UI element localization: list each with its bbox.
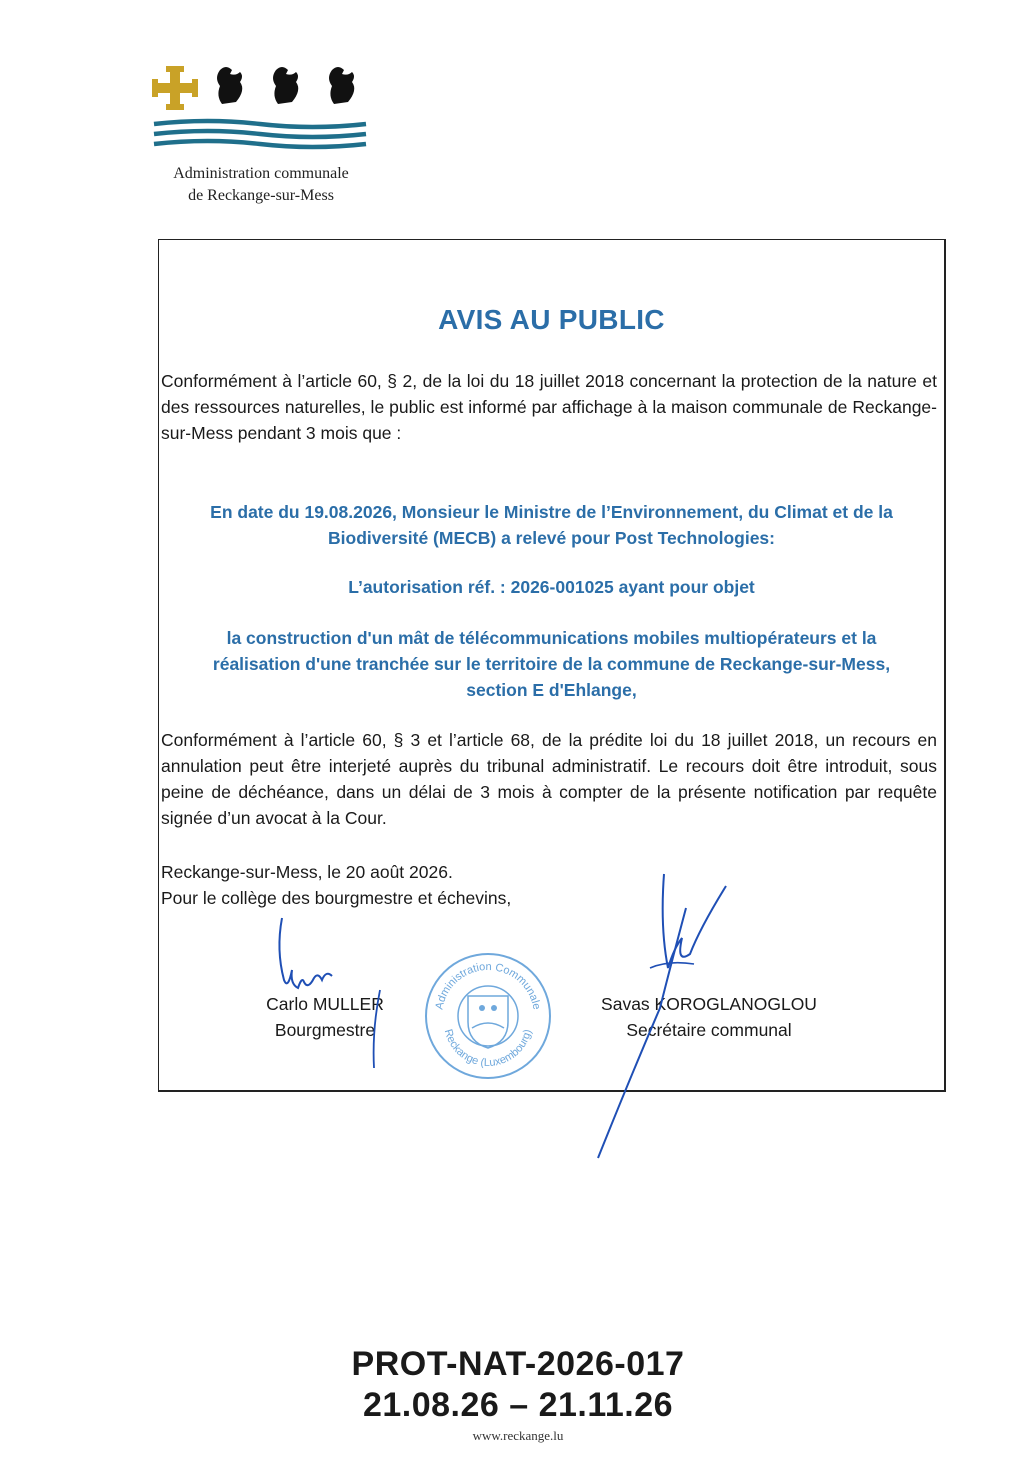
signatory2-role: Secrétaire communal	[626, 1020, 792, 1040]
appeal-paragraph: Conformément à l’article 60, § 3 et l’article 68, de la prédite loi du 18 juillet 2018, un recours en annulation peut être interjeté auprès du tribunal administratif. Le recours doit être introduit, sous peine de déchéance, dans un délai de 3 mois à compter de la présente notification par requête signée d’un avocat à la Cour.	[161, 730, 937, 828]
place-date: Reckange-sur-Mess, le 20 août 2026.	[161, 862, 453, 882]
signatory1-name: Carlo MULLER	[266, 994, 384, 1014]
org-name-line1: Administration communale	[173, 165, 349, 182]
stamp-text-bottom: Reckange (Luxembourg)	[441, 1027, 535, 1070]
org-name-line2: de Reckange-sur-Mess	[188, 187, 334, 204]
stamp-text-top: Administration Communale	[433, 960, 543, 1011]
college-line: Pour le collège des bourgmestre et échevins,	[161, 888, 512, 908]
decision-paragraph: En date du 19.08.2026, Monsieur le Ministre de l’Environnement, du Climat et de la Biodiversité (MECB) a relevé pour Post Technologies:	[210, 502, 893, 548]
coat-of-arms-icon	[150, 62, 370, 152]
signatory1-role: Bourgmestre	[274, 1020, 376, 1040]
signature-koroglanoglou	[590, 868, 740, 1168]
official-stamp	[420, 948, 556, 1084]
notice-title: AVIS AU PUBLIC	[438, 304, 665, 335]
signature-muller	[262, 910, 382, 1070]
authorization-reference: L’autorisation réf. : 2026-001025 ayant pour objet	[348, 577, 755, 597]
display-period: 21.08.26 – 21.11.26	[362, 1386, 674, 1424]
website-link[interactable]: www.reckange.lu	[472, 1428, 564, 1443]
object-paragraph: la construction d'un mât de télécommunications mobiles multiopérateurs et la réalisation d'une tranchée sur le territoire de la commune de Reckange-sur-Mess, section E d'Ehlange,	[212, 628, 891, 700]
intro-paragraph: Conformément à l’article 60, § 2, de la loi du 18 juillet 2018 concernant la protection de la nature et des ressources naturelles, le public est informé par affichage à la maison communale de Reckange-sur-Mess pendant 3 mois que :	[161, 371, 937, 443]
signatory2-name: Savas KOROGLANOGLOU	[601, 994, 817, 1014]
protocol-reference: PROT-NAT-2026-017	[351, 1345, 685, 1383]
